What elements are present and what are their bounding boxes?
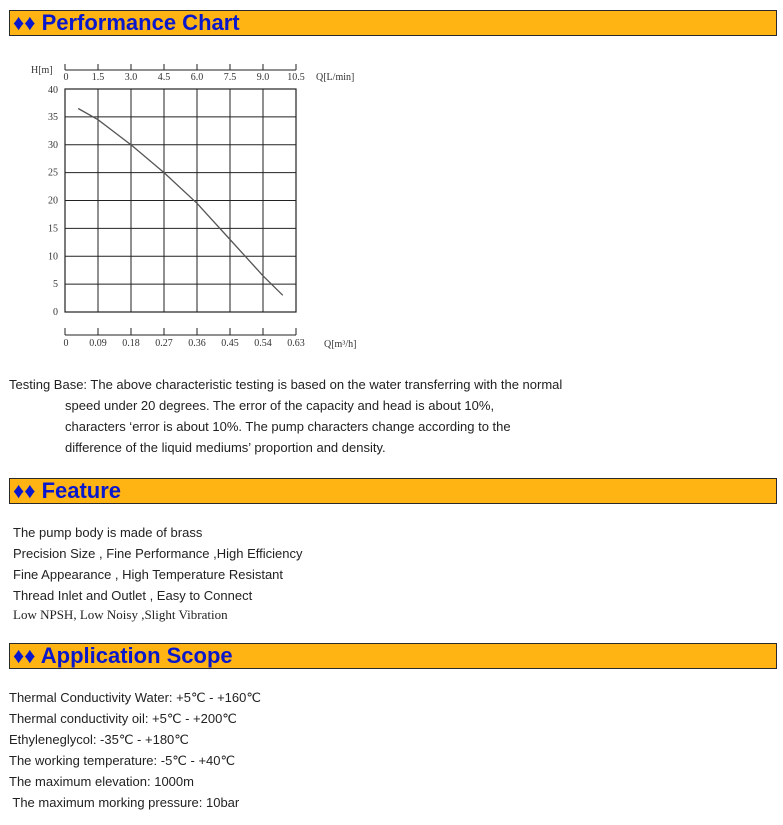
top-tick-label: 6.0 bbox=[190, 72, 204, 83]
application-item: Thermal Conductivity Water: +5℃ - +160℃ bbox=[9, 690, 261, 705]
y-tick-label: 10 bbox=[48, 251, 58, 263]
top-tick-label: 9.0 bbox=[256, 72, 270, 83]
y-tick-label: 40 bbox=[48, 85, 58, 96]
application-item: Ethyleneglycol: -35℃ - +180℃ bbox=[9, 732, 189, 747]
top-tick-label: 3.0 bbox=[124, 72, 138, 83]
y-tick-label: 30 bbox=[48, 139, 58, 151]
y-tick-label: 15 bbox=[48, 223, 58, 235]
testing-base-line-4: difference of the liquid mediums’ proportion and density. bbox=[65, 440, 386, 455]
y-axis-label: H[m] bbox=[31, 65, 53, 76]
y-tick-label: 5 bbox=[53, 279, 58, 291]
application-item: The maximum morking pressure: 10bar bbox=[9, 795, 240, 810]
application-scope-title: ♦♦ Application Scope bbox=[13, 643, 233, 668]
feature-item: Precision Size , Fine Performance ,High Efficiency bbox=[13, 546, 303, 561]
top-tick-label: 0 bbox=[63, 72, 69, 83]
y-tick-label: 0 bbox=[53, 307, 58, 318]
bottom-tick-label: 0.18 bbox=[122, 338, 140, 349]
bottom-tick-label: 0.45 bbox=[221, 338, 239, 349]
performance-chart-header bbox=[9, 10, 777, 36]
bottom-tick-label: 0.27 bbox=[155, 338, 173, 349]
top-tick-label: 1.5 bbox=[91, 72, 105, 83]
top-tick-label: 4.5 bbox=[157, 72, 171, 83]
bottom-tick-label: 0.63 bbox=[287, 338, 305, 349]
bottom-tick-label: 0 bbox=[63, 338, 69, 349]
bottom-tick-label: 0.36 bbox=[188, 338, 206, 349]
application-scope-header bbox=[9, 643, 777, 669]
feature-item: The pump body is made of brass bbox=[13, 525, 203, 540]
testing-base-line-1: Testing Base: The above characteristic testing is based on the water transferring with the normal bbox=[9, 377, 563, 392]
y-tick-label: 20 bbox=[48, 195, 58, 207]
feature-item: Low NPSH, Low Noisy ,Slight Vibration bbox=[13, 607, 228, 622]
top-axis-label: Q[L/min] bbox=[316, 72, 355, 83]
top-tick-label: 7.5 bbox=[223, 72, 237, 83]
performance-curve bbox=[78, 109, 283, 296]
y-tick-label: 35 bbox=[48, 111, 58, 123]
testing-base-line-3: characters ‘error is about 10%. The pump characters change according to the bbox=[65, 419, 511, 434]
feature-title: ♦♦ Feature bbox=[13, 478, 122, 503]
y-tick-label: 25 bbox=[48, 167, 58, 179]
application-item: Thermal conductivity oil: +5℃ - +200℃ bbox=[9, 711, 237, 726]
feature-item: Fine Appearance , High Temperature Resistant bbox=[13, 567, 284, 582]
bottom-tick-label: 0.54 bbox=[254, 338, 272, 349]
top-tick-label: 10.5 bbox=[287, 72, 305, 83]
application-item: The working temperature: -5℃ - +40℃ bbox=[9, 753, 236, 768]
performance-chart-title: ♦♦ Performance Chart bbox=[13, 10, 240, 35]
application-item: The maximum elevation: 1000m bbox=[9, 774, 194, 789]
feature-item: Thread Inlet and Outlet , Easy to Connect bbox=[13, 588, 253, 603]
performance-chart bbox=[20, 55, 380, 355]
testing-base-line-2: speed under 20 degrees. The error of the capacity and head is about 10%, bbox=[65, 398, 495, 413]
bottom-axis-label: Q[m³/h] bbox=[324, 339, 357, 350]
bottom-tick-label: 0.09 bbox=[89, 338, 107, 349]
feature-header bbox=[9, 478, 777, 504]
